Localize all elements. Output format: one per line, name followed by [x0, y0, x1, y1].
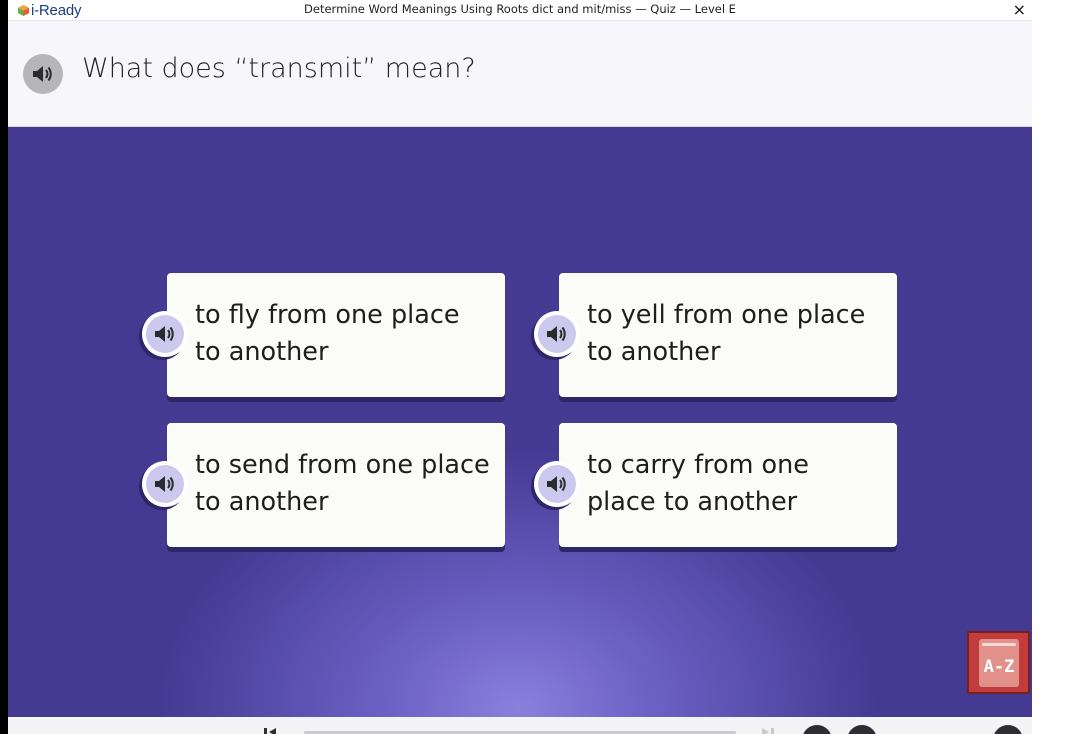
answer-text-4: to carry from one place to another — [587, 450, 809, 517]
lesson-title: Determine Word Meanings Using Roots dict and mit/miss — Quiz — Level E — [304, 2, 736, 16]
answer-audio-button-3[interactable] — [142, 461, 188, 507]
question-audio-button[interactable] — [23, 54, 63, 94]
answer-option-2[interactable] — [559, 273, 897, 397]
speaker-icon — [154, 474, 176, 494]
bottom-toolbar — [8, 717, 1032, 734]
speaker-icon — [32, 64, 54, 84]
answer-text-1: to fly from one place to another — [195, 300, 460, 367]
iready-app — [8, 0, 1032, 734]
glossary-book-icon — [979, 639, 1019, 687]
pause-button[interactable] — [802, 725, 832, 734]
window-margin — [1032, 0, 1077, 734]
answer-stage — [8, 127, 1032, 717]
close-button[interactable]: × — [1012, 0, 1026, 19]
answer-audio-button-2[interactable] — [534, 311, 580, 357]
speaker-icon — [154, 324, 176, 344]
logo-text: i-Ready — [31, 1, 82, 19]
next-arrow-icon[interactable] — [754, 726, 776, 734]
question-bar — [8, 21, 1032, 127]
previous-arrow-icon[interactable] — [262, 726, 284, 734]
speaker-icon — [546, 474, 568, 494]
question-text: What does “transmit” mean? — [82, 53, 476, 84]
speaker-icon — [546, 324, 568, 344]
glossary-label: A-Z — [983, 657, 1015, 677]
help-button[interactable] — [847, 725, 877, 734]
answer-option-4[interactable] — [559, 423, 897, 547]
answer-option-1[interactable] — [167, 273, 505, 397]
settings-button[interactable] — [993, 725, 1023, 734]
answer-text-2: to yell from one place to another — [587, 300, 866, 367]
answer-audio-button-1[interactable] — [142, 311, 188, 357]
answer-option-3[interactable] — [167, 423, 505, 547]
answer-text-3: to send from one place to another — [195, 450, 490, 517]
top-bar — [8, 0, 1032, 21]
glossary-button[interactable] — [967, 631, 1030, 694]
answer-audio-button-4[interactable] — [534, 461, 580, 507]
